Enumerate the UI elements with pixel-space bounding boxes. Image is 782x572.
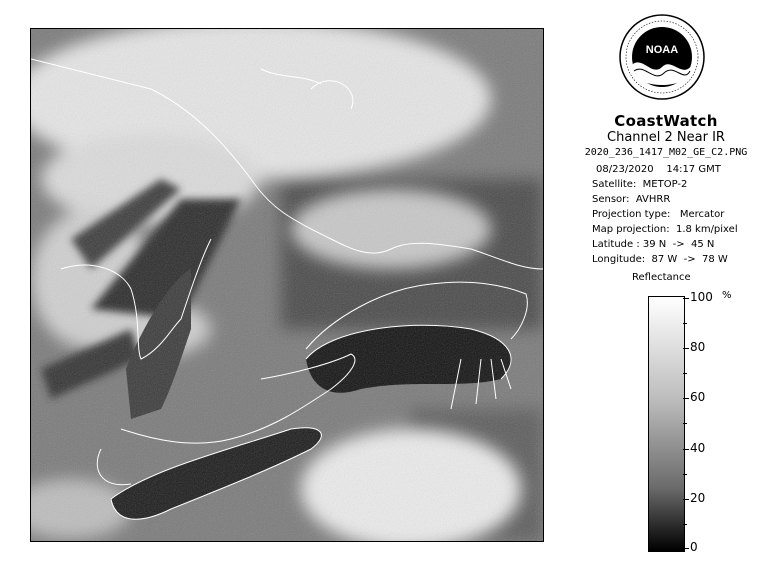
- map-projection-label: Map projection: 1.8 km/pixel: [592, 224, 738, 235]
- colorbar-tick: [683, 398, 689, 399]
- colorbar-tick-label: 80: [690, 340, 706, 354]
- colorbar-minor-tick: [683, 474, 687, 475]
- filename-label: 2020_236_1417_M02_GE_C2.PNG: [584, 147, 748, 158]
- reflectance-colorbar: [648, 296, 685, 552]
- colorbar-tick: [683, 449, 689, 450]
- colorbar-tick-label: 60: [690, 390, 706, 404]
- latitude-label: Latitude : 39 N -> 45 N: [592, 239, 715, 250]
- colorbar-unit: %: [722, 290, 732, 301]
- colorbar-minor-tick: [683, 423, 687, 424]
- satellite-scene: [31, 29, 543, 541]
- satellite-label: Satellite: METOP-2: [592, 179, 688, 190]
- colorbar-tick: [683, 348, 689, 349]
- sensor-label: Sensor: AVHRR: [592, 194, 671, 205]
- colorbar-tick: [683, 548, 689, 549]
- noaa-logo: [618, 13, 706, 101]
- projection-type-label: Projection type: Mercator: [592, 209, 725, 220]
- satellite-image: [30, 28, 544, 542]
- colorbar-tick-label: 40: [690, 441, 706, 455]
- logo-text: NOAA: [645, 44, 679, 56]
- longitude-label: Longitude: 87 W -> 78 W: [592, 254, 728, 265]
- colorbar-minor-tick: [683, 524, 687, 525]
- datetime-label: 08/23/2020 14:17 GMT: [596, 164, 721, 175]
- channel-label: Channel 2 Near IR: [607, 130, 725, 145]
- colorbar-tick-label: 20: [690, 491, 706, 505]
- colorbar-minor-tick: [683, 323, 687, 324]
- colorbar-tick: [683, 298, 689, 299]
- colorbar-minor-tick: [683, 373, 687, 374]
- colorbar-tick-label: 100: [690, 290, 713, 304]
- product-title: CoastWatch: [614, 112, 718, 130]
- colorbar-title: Reflectance: [632, 272, 691, 283]
- colorbar-tick-label: 0: [690, 540, 698, 554]
- noaa-emblem: [618, 13, 706, 101]
- colorbar-tick: [683, 499, 689, 500]
